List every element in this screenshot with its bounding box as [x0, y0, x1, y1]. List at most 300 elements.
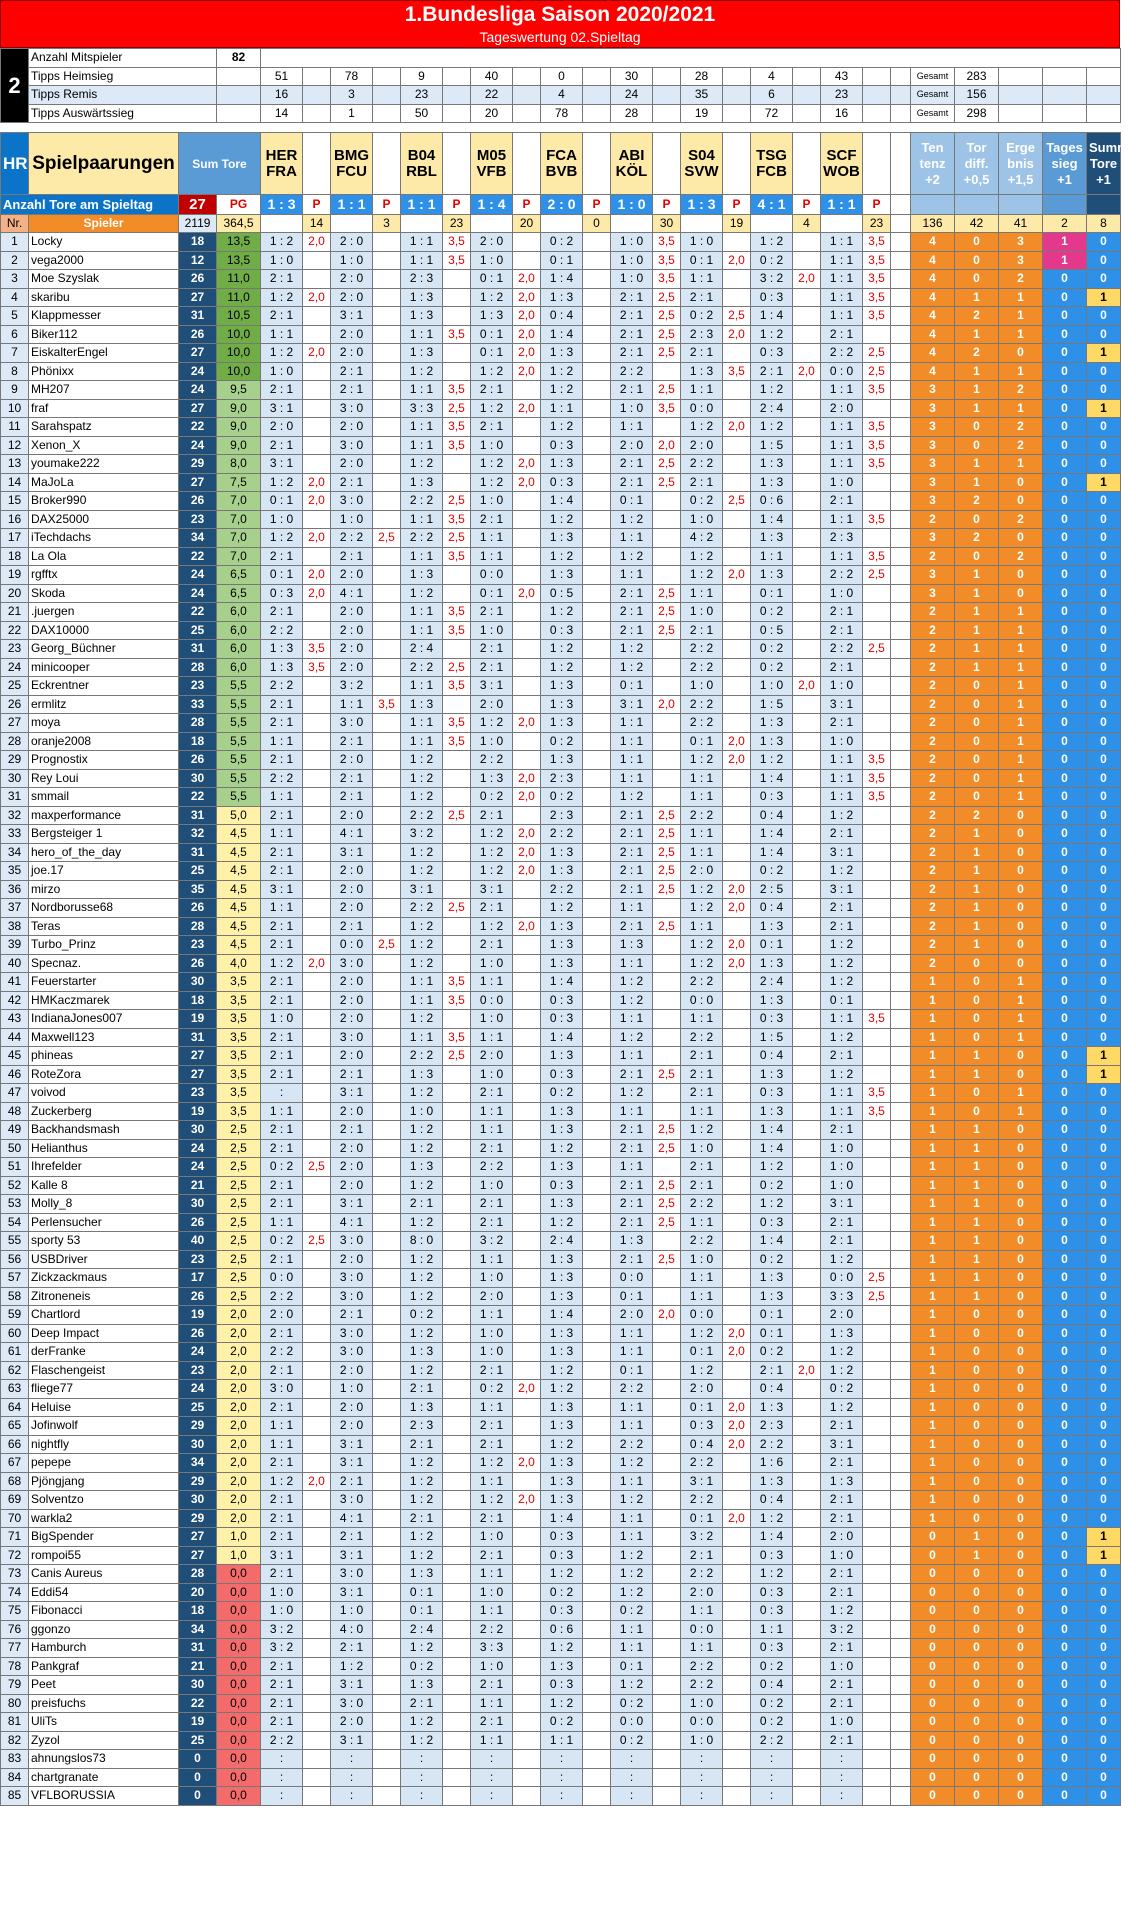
blank [891, 1676, 911, 1695]
tipp-points: 2,0 [723, 1324, 751, 1343]
tipp-points [653, 1324, 681, 1343]
tipp-points: 3,5 [653, 399, 681, 418]
tipp: 1 : 1 [261, 1417, 303, 1436]
tipp-points [653, 1287, 681, 1306]
tipp: 1 : 3 [751, 917, 793, 936]
tipp: 0 : 6 [541, 1620, 583, 1639]
player-sum-tore: 30 [179, 1676, 217, 1695]
tipp-points: 3,5 [443, 973, 471, 992]
tipp-points [723, 825, 751, 844]
blank [891, 640, 911, 659]
tipp: 2 : 1 [611, 825, 653, 844]
tipp: 1 : 2 [471, 455, 513, 474]
tipp-points [653, 1417, 681, 1436]
tipp: 1 : 1 [681, 270, 723, 289]
player-name: HMKaczmarek [29, 991, 179, 1010]
tipp: 2 : 0 [331, 973, 373, 992]
tipp-count: 16 [261, 86, 303, 105]
tipp: 1 : 2 [821, 1361, 863, 1380]
tordiff: 1 [955, 1269, 999, 1288]
tipp: 3 : 0 [331, 714, 373, 733]
tipp: 1 : 0 [261, 1583, 303, 1602]
tipp: 3 : 0 [331, 1232, 373, 1251]
ergebnis: 1 [999, 769, 1043, 788]
tipp: 2 : 1 [331, 1306, 373, 1325]
tipp-points [303, 1768, 331, 1787]
tipp: 1 : 3 [541, 677, 583, 696]
tipp: 0 : 2 [401, 1657, 443, 1676]
rank: 65 [1, 1417, 29, 1436]
tipp: 0 : 2 [541, 788, 583, 807]
rank: 23 [1, 640, 29, 659]
blank [891, 104, 911, 123]
tipp-points [863, 1417, 891, 1436]
tipp-points [583, 399, 611, 418]
tipp: 2 : 0 [821, 399, 863, 418]
rank: 85 [1, 1787, 29, 1806]
tipp-points: 2,0 [723, 732, 751, 751]
table-row [1, 584, 1121, 603]
tipp-points [793, 917, 821, 936]
tipp-points [583, 1602, 611, 1621]
player-name: joe.17 [29, 862, 179, 881]
table-row [1, 1065, 1121, 1084]
ergebnis: 2 [999, 510, 1043, 529]
tipp: 1 : 0 [471, 1176, 513, 1195]
tipp-points [513, 1639, 541, 1658]
tagessieg: 0 [1043, 732, 1087, 751]
ergebnis: 0 [999, 1750, 1043, 1769]
table-row [1, 436, 1121, 455]
table-row [1, 806, 1121, 825]
summe-tore: 0 [1087, 640, 1121, 659]
table-row [1, 1324, 1121, 1343]
player-sum-tore: 34 [179, 1454, 217, 1473]
tipp: 3 : 2 [681, 1528, 723, 1547]
tipp: 1 : 1 [471, 1398, 513, 1417]
tipp: 0 : 3 [751, 1583, 793, 1602]
tipp: 1 : 1 [401, 510, 443, 529]
away-team: SVW [684, 162, 719, 180]
tipp: 2 : 2 [751, 1435, 793, 1454]
rank: 75 [1, 1602, 29, 1621]
summe-tore: 0 [1087, 1158, 1121, 1177]
tipp: 1 : 0 [681, 1731, 723, 1750]
blank [217, 86, 261, 105]
tipp-points [373, 1158, 401, 1177]
tipp: 1 : 1 [681, 788, 723, 807]
tipp-count: 78 [331, 67, 373, 86]
tipp: 2 : 2 [471, 1158, 513, 1177]
ergebnis: 0 [999, 1620, 1043, 1639]
tipp-points: 2,0 [793, 270, 821, 289]
tipp-points [793, 621, 821, 640]
p-total: 19 [723, 215, 751, 233]
rank: 19 [1, 566, 29, 585]
tipp: 3 : 3 [471, 1639, 513, 1658]
tipp-points [583, 714, 611, 733]
tordiff: 0 [955, 1509, 999, 1528]
tipp: 1 : 3 [401, 1065, 443, 1084]
match-result: 1 : 4 [471, 195, 513, 215]
player-sum-tore: 24 [179, 1139, 217, 1158]
tipp-points [793, 1639, 821, 1658]
tipp: 2 : 2 [611, 1380, 653, 1399]
summe-tore: 0 [1087, 1491, 1121, 1510]
tordiff: 1 [955, 381, 999, 400]
tipp-points [793, 658, 821, 677]
player-name: youmake222 [29, 455, 179, 474]
blank [653, 104, 681, 123]
tipp: 2 : 5 [751, 880, 793, 899]
tipp-points [373, 1768, 401, 1787]
tipp: 1 : 0 [681, 1250, 723, 1269]
tipp-points [513, 1417, 541, 1436]
tipp: 3 : 0 [331, 1028, 373, 1047]
tipp-points [303, 1435, 331, 1454]
tipp: 1 : 1 [821, 1084, 863, 1103]
ergebnis: 0 [999, 1324, 1043, 1343]
player-name: Prognostix [29, 751, 179, 770]
rank: 83 [1, 1750, 29, 1769]
tipp: 1 : 2 [401, 1287, 443, 1306]
tipp: 3 : 1 [331, 307, 373, 326]
tipp: 0 : 1 [261, 566, 303, 585]
tipp-points [723, 1565, 751, 1584]
tipp: 1 : 2 [401, 1269, 443, 1288]
tipp-points [723, 991, 751, 1010]
tipp-points [373, 640, 401, 659]
blank [751, 215, 793, 233]
blank [891, 215, 911, 233]
tipp-points [863, 1731, 891, 1750]
tipp-points [863, 1565, 891, 1584]
tendenz: 0 [911, 1768, 955, 1787]
tipp-points [373, 1750, 401, 1769]
tipp-points: 2,0 [723, 1398, 751, 1417]
tipp: 1 : 1 [821, 381, 863, 400]
tipp: 2 : 1 [401, 1509, 443, 1528]
tipp-points [793, 1694, 821, 1713]
table-row [1, 1269, 1121, 1288]
tipp: 1 : 2 [541, 362, 583, 381]
player-name: La Ola [29, 547, 179, 566]
tipp: 2 : 1 [261, 1676, 303, 1695]
tipp: 3 : 2 [821, 1620, 863, 1639]
player-points: 4,5 [217, 843, 261, 862]
tipp: 2 : 0 [821, 1528, 863, 1547]
tipp: 3 : 1 [821, 695, 863, 714]
tipp: 2 : 2 [401, 658, 443, 677]
tagessieg: 0 [1043, 288, 1087, 307]
tipp: 2 : 0 [471, 233, 513, 252]
tipp-points: 3,5 [863, 288, 891, 307]
blank [1087, 195, 1121, 215]
tipp-points [303, 1602, 331, 1621]
table-row [1, 1213, 1121, 1232]
tendenz: 0 [911, 1676, 955, 1695]
tipp-points [373, 1657, 401, 1676]
tipp-points [303, 788, 331, 807]
tipp-points [583, 455, 611, 474]
tendenz: 2 [911, 695, 955, 714]
player-name: Zuckerberg [29, 1102, 179, 1121]
blank [891, 1694, 911, 1713]
player-points: 9,0 [217, 436, 261, 455]
tipp-points [443, 1398, 471, 1417]
tipp: 1 : 0 [471, 1324, 513, 1343]
tipp: 0 : 4 [751, 806, 793, 825]
player-sum-tore: 34 [179, 1620, 217, 1639]
tipp: 2 : 1 [261, 1398, 303, 1417]
tipp: 2 : 0 [331, 1139, 373, 1158]
tipp-points [723, 769, 751, 788]
player-points: 3,5 [217, 991, 261, 1010]
rank: 6 [1, 325, 29, 344]
tipp-points [373, 1250, 401, 1269]
tipp-points [513, 233, 541, 252]
match-2 [401, 133, 443, 195]
player-sum-tore: 19 [179, 1010, 217, 1029]
ergebnis: 0 [999, 473, 1043, 492]
tipp: 1 : 2 [541, 1213, 583, 1232]
tipp-points: 2,0 [723, 251, 751, 270]
tipp: 1 : 2 [261, 473, 303, 492]
tipp: 3 : 1 [821, 843, 863, 862]
tipp: 0 : 0 [821, 362, 863, 381]
tipp: 2 : 1 [261, 381, 303, 400]
table-row [1, 1713, 1121, 1732]
tipp-points [583, 991, 611, 1010]
tipp-points [373, 1509, 401, 1528]
tipp: 1 : 2 [261, 529, 303, 548]
tipp: 1 : 3 [751, 455, 793, 474]
player-name: preisfuchs [29, 1694, 179, 1713]
tipp: 2 : 4 [751, 399, 793, 418]
blank [891, 695, 911, 714]
tipp: 2 : 2 [821, 640, 863, 659]
tipp: 8 : 0 [401, 1232, 443, 1251]
tendenz: 1 [911, 1306, 955, 1325]
tipp: 1 : 1 [401, 621, 443, 640]
tagessieg: 0 [1043, 1472, 1087, 1491]
tipp-points [583, 1232, 611, 1251]
tipp: 1 : 1 [401, 1028, 443, 1047]
rank: 32 [1, 806, 29, 825]
tendenz: 4 [911, 270, 955, 289]
col-head-line: tenz [919, 155, 946, 171]
tipp-points [513, 566, 541, 585]
tipp-points: 2,5 [653, 862, 681, 881]
tipp: 2 : 0 [331, 566, 373, 585]
tipp: 1 : 1 [611, 1472, 653, 1491]
tipp-points: 3,5 [863, 510, 891, 529]
tipp-points [373, 270, 401, 289]
blank [891, 769, 911, 788]
table-row [1, 1343, 1121, 1362]
tipp-points [653, 899, 681, 918]
tipp-points [513, 381, 541, 400]
tipp: 2 : 4 [751, 973, 793, 992]
tipp-points [443, 1176, 471, 1195]
tipp-points [793, 566, 821, 585]
tipp-points [443, 1528, 471, 1547]
rank: 51 [1, 1158, 29, 1177]
tipp: 2 : 1 [261, 1324, 303, 1343]
tipp: : [471, 1768, 513, 1787]
player-sum-tore: 24 [179, 584, 217, 603]
tipp: 2 : 0 [331, 325, 373, 344]
tendenz: 2 [911, 917, 955, 936]
tipp-points [863, 1768, 891, 1787]
tipp-points [863, 473, 891, 492]
table-row [1, 880, 1121, 899]
player-sum-tore: 31 [179, 1639, 217, 1658]
tipp: 0 : 1 [751, 1324, 793, 1343]
tipp: 1 : 2 [751, 418, 793, 437]
tipp: 1 : 1 [331, 695, 373, 714]
blank [999, 195, 1043, 215]
tipp-points [443, 473, 471, 492]
tipp: 3 : 1 [261, 880, 303, 899]
tipp: 2 : 1 [611, 621, 653, 640]
tipp-points [443, 936, 471, 955]
tipp-points [443, 1139, 471, 1158]
tipp-count: 51 [261, 67, 303, 86]
tipp-points [303, 362, 331, 381]
player-points: 2,0 [217, 1435, 261, 1454]
tipp: 1 : 2 [401, 584, 443, 603]
tipp-points [303, 677, 331, 696]
tipp-points: 3,5 [443, 621, 471, 640]
summe-tore: 0 [1087, 233, 1121, 252]
tipp: 2 : 2 [681, 806, 723, 825]
blank [891, 1750, 911, 1769]
tipp: 2 : 1 [401, 1435, 443, 1454]
player-sum-tore: 19 [179, 1102, 217, 1121]
sum-total: 2119 [179, 215, 217, 233]
table-row [1, 751, 1121, 770]
tipp-points [373, 1028, 401, 1047]
tipp-points [793, 1250, 821, 1269]
tordiff: 1 [955, 473, 999, 492]
tipp: 2 : 2 [331, 529, 373, 548]
tipp: 3 : 1 [331, 1546, 373, 1565]
rank: 62 [1, 1361, 29, 1380]
tordiff: 0 [955, 695, 999, 714]
tipp-points [863, 1361, 891, 1380]
tipp-points [443, 566, 471, 585]
tipp: 1 : 3 [541, 1047, 583, 1066]
tipp: 0 : 3 [751, 1213, 793, 1232]
tipp-points: 3,5 [863, 769, 891, 788]
tipp-points [793, 788, 821, 807]
tipp: 2 : 1 [331, 917, 373, 936]
tipp-points: 2,5 [653, 288, 681, 307]
player-points: 2,0 [217, 1454, 261, 1473]
tordiff: 0 [955, 1491, 999, 1510]
summe-tore: 1 [1087, 399, 1121, 418]
tendenz: 1 [911, 1269, 955, 1288]
ergebnis: 0 [999, 1232, 1043, 1251]
table-row [1, 1731, 1121, 1750]
tipp-points [653, 1102, 681, 1121]
player-name: pepepe [29, 1454, 179, 1473]
tipp: 3 : 0 [261, 1380, 303, 1399]
tipp: 1 : 1 [681, 825, 723, 844]
tipp-points [443, 695, 471, 714]
tipp: 2 : 1 [821, 1417, 863, 1436]
tipp-points [513, 529, 541, 548]
tipp-points [793, 880, 821, 899]
tipp: 1 : 2 [471, 917, 513, 936]
tipp: 1 : 3 [541, 1195, 583, 1214]
tipp-points [583, 1306, 611, 1325]
tagessieg: 0 [1043, 510, 1087, 529]
tagessieg: 0 [1043, 936, 1087, 955]
table-row [1, 1010, 1121, 1029]
table-row [1, 1528, 1121, 1547]
tipp-points [793, 1287, 821, 1306]
tipp: 1 : 0 [821, 1176, 863, 1195]
tipp-points [863, 621, 891, 640]
tendenz: 4 [911, 233, 955, 252]
player-name: rgfftx [29, 566, 179, 585]
tipp: 2 : 1 [261, 1195, 303, 1214]
gesamt-label: Gesamt [911, 67, 955, 86]
tagessieg: 0 [1043, 640, 1087, 659]
tipp: 0 : 2 [751, 1713, 793, 1732]
tipp: 2 : 2 [541, 825, 583, 844]
tipp: 2 : 1 [261, 1694, 303, 1713]
tordiff: 0 [955, 714, 999, 733]
rank: 13 [1, 455, 29, 474]
rank: 18 [1, 547, 29, 566]
tipp-points [583, 1361, 611, 1380]
tipp-points [793, 1065, 821, 1084]
tipp: 2 : 0 [261, 418, 303, 437]
tipp-points [373, 732, 401, 751]
summe-tore: 0 [1087, 1639, 1121, 1658]
player-points: 2,0 [217, 1324, 261, 1343]
tordiff: 1 [955, 640, 999, 659]
ergebnis: 2 [999, 381, 1043, 400]
player-name: EiskalterEngel [29, 344, 179, 363]
tipp: 2 : 0 [331, 418, 373, 437]
gesamt-label: Gesamt [911, 104, 955, 123]
tipp-points [863, 603, 891, 622]
blank [723, 133, 751, 195]
rank: 11 [1, 418, 29, 437]
total-right: 2 [1043, 215, 1087, 233]
tipp: 2 : 1 [471, 1361, 513, 1380]
player-sum-tore: 27 [179, 1047, 217, 1066]
tipp: 0 : 1 [611, 492, 653, 511]
blank [653, 67, 681, 86]
table-row [1, 547, 1121, 566]
tipp-points [443, 1213, 471, 1232]
blank [891, 714, 911, 733]
tipp-points [303, 1195, 331, 1214]
summe-tore: 0 [1087, 1232, 1121, 1251]
tipp-points [373, 344, 401, 363]
tipp: 1 : 3 [751, 714, 793, 733]
tipp: 0 : 3 [541, 436, 583, 455]
ergebnis: 0 [999, 1676, 1043, 1695]
tipp: 1 : 1 [751, 547, 793, 566]
tipp-points [373, 1676, 401, 1695]
tipp-points [303, 455, 331, 474]
